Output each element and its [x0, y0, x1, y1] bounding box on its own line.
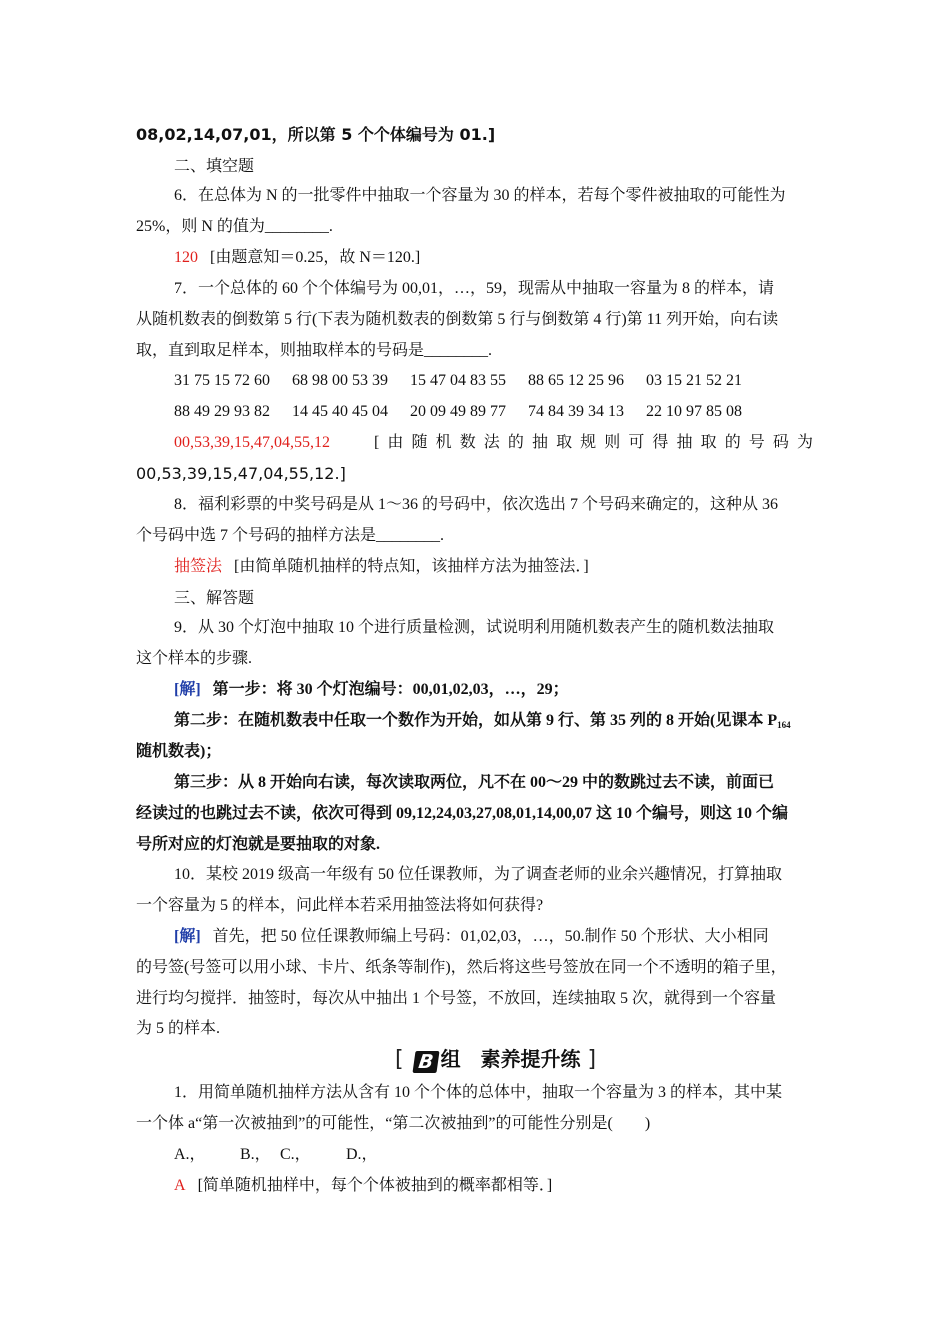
random-group: 88 65 12 25 96	[528, 372, 624, 389]
random-table-row-2	[174, 401, 742, 423]
section-heading-solve: 三、解答题	[174, 588, 255, 607]
answer-8-value: 抽签法	[174, 558, 223, 575]
solution-9-step-2-end: 随机数表)；	[136, 743, 222, 760]
random-group: 15 47 04 83 55	[410, 372, 506, 389]
banner-title: 组 素养提升练	[440, 1047, 581, 1071]
solution-10-line-1	[174, 926, 769, 948]
answer-b1	[174, 1175, 552, 1197]
solution-9-step-3-line-3: 号所对应的灯泡就是要抽取的对象.	[136, 836, 381, 853]
solution-label: [解]	[174, 928, 201, 945]
answer-7-value: 00,53,39,15,47,04,55,12	[174, 434, 330, 451]
solution-9-step-3-line-2: 经读过的也跳过去不读，依次可得到 09,12,24,03,27,08,01,14,00,07 这 10 个编号，则这 10 个编	[136, 805, 789, 822]
answer-6	[174, 247, 420, 269]
answer-8-explanation: [由简单随机抽样的特点知，该抽样方法为抽签法．]	[234, 558, 589, 575]
random-group: 03 15 21 52 21	[646, 372, 742, 389]
answer-continuation: 08,02,14,07,01，所以第 5 个个体编号为 01.]	[136, 125, 496, 144]
answer-6-value: 120	[174, 249, 198, 266]
solution-9-step-3-line-1: 第三步：从 8 开始向右读，每次读取两位，凡不在 00～29 中的数跳过去不读，前面已	[174, 774, 775, 791]
solution-10-line-2: 的号签(号签可以用小球、卡片、纸条等制作)，然后将这些号签放在同一个不透明的箱子里，	[136, 959, 787, 976]
solution-10-line-4: 为 5 的样本.	[136, 1020, 221, 1037]
answer-b1-explanation: [简单随机抽样中，每个个体被抽到的概率都相等．]	[197, 1177, 553, 1194]
answer-8	[174, 556, 589, 578]
question-10-line-2: 一个容量为 5 的样本，问此样本若采用抽签法将如何获得?	[136, 897, 544, 914]
solution-9-step-2-text: 第二步：在随机数表中任取一个数作为开始，如从第 9 行、第 35 列的 8 开始(见课本 P	[174, 712, 778, 729]
banner-close-bracket: ]	[587, 1047, 597, 1072]
section-heading-fill-blank: 二、填空题	[174, 156, 255, 175]
banner-letter-badge: B	[412, 1051, 439, 1073]
option-c: C.，	[280, 1146, 311, 1163]
question-7-line-1: 7．一个总体的 60 个个体编号为 00,01，…，59，现需从中抽取一容量为 8 的样本，请	[174, 280, 775, 297]
solution-label: [解]	[174, 681, 201, 698]
solution-10-line-1-text: 首先，把 50 位任课教师编上号码：01,02,03，…，50.制作 50 个形状、大小相同	[212, 928, 769, 945]
option-a: A.，	[174, 1146, 206, 1163]
question-10-line-1: 10．某校 2019 级高一年级有 50 位任课教师，为了调查老师的业余兴趣情况，打算抽取	[174, 866, 783, 883]
answer-7-line-2: 00,53,39,15,47,04,55,12.]	[136, 464, 346, 483]
question-7-line-3: 取，直到取足样本，则抽取样本的号码是________.	[136, 342, 493, 359]
solution-9-step-2	[174, 710, 791, 736]
question-8-line-2: 个号码中选 7 个号码的抽样方法是________.	[136, 527, 445, 544]
question-b1-options	[174, 1144, 378, 1166]
question-6-line-1: 6．在总体为 N 的一批零件中抽取一个容量为 30 的样本，若每个零件被抽取的可能性为	[174, 187, 786, 204]
banner-open-bracket: [	[395, 1047, 404, 1072]
question-9-line-2: 这个样本的步骤.	[136, 650, 253, 667]
random-table-row-1	[174, 370, 742, 392]
solution-10-line-3: 进行均匀搅拌．抽签时，每次从中抽出 1 个号签，不放回，连续抽取 5 次，就得到一个容量	[136, 990, 777, 1007]
answer-7-explanation: [由随机数法的抽取规则可得抽取的号码为	[374, 434, 814, 451]
question-7-line-2: 从随机数表的倒数第 5 行(下表为随机数表的倒数第 5 行与倒数第 4 行)第 11 列开始，向右读	[136, 311, 779, 328]
random-group: 22 10 97 85 08	[646, 403, 742, 420]
random-group: 31 75 15 72 60	[174, 372, 270, 389]
question-9-line-1: 9．从 30 个灯泡中抽取 10 个进行质量检测，试说明利用随机数表产生的随机数法抽取	[174, 619, 775, 636]
option-b: B.，	[240, 1146, 271, 1163]
random-group: 68 98 00 53 39	[292, 372, 388, 389]
question-8-line-1: 8．福利彩票的中奖号码是从 1～36 的号码中，依次选出 7 个号码来确定的，这种从 36	[174, 496, 779, 513]
answer-7	[174, 432, 814, 454]
random-group: 14 45 40 45 04	[292, 403, 388, 420]
section-banner-b	[395, 1046, 596, 1073]
question-b1-line-1: 1．用简单随机抽样方法从含有 10 个个体的总体中，抽取一个容量为 3 的样本，其中某	[174, 1084, 783, 1101]
solution-9-step-1-text: 第一步：将 30 个灯泡编号：00,01,02,03，…，29；	[212, 681, 569, 698]
random-group: 88 49 29 93 82	[174, 403, 270, 420]
solution-9-step-1	[174, 679, 569, 701]
random-group: 20 09 49 89 77	[410, 403, 506, 420]
answer-b1-value: A	[174, 1177, 186, 1194]
question-b1-line-2: 一个体 a“第一次被抽到”的可能性，“第二次被抽到”的可能性分别是( )	[136, 1115, 651, 1132]
option-d: D.，	[346, 1146, 378, 1163]
page-subscript: 164	[777, 720, 791, 730]
random-group: 74 84 39 34 13	[528, 403, 624, 420]
question-6-line-2: 25%，则 N 的值为________.	[136, 218, 333, 235]
answer-6-explanation: [由题意知＝0.25，故 N＝120.]	[210, 249, 421, 266]
